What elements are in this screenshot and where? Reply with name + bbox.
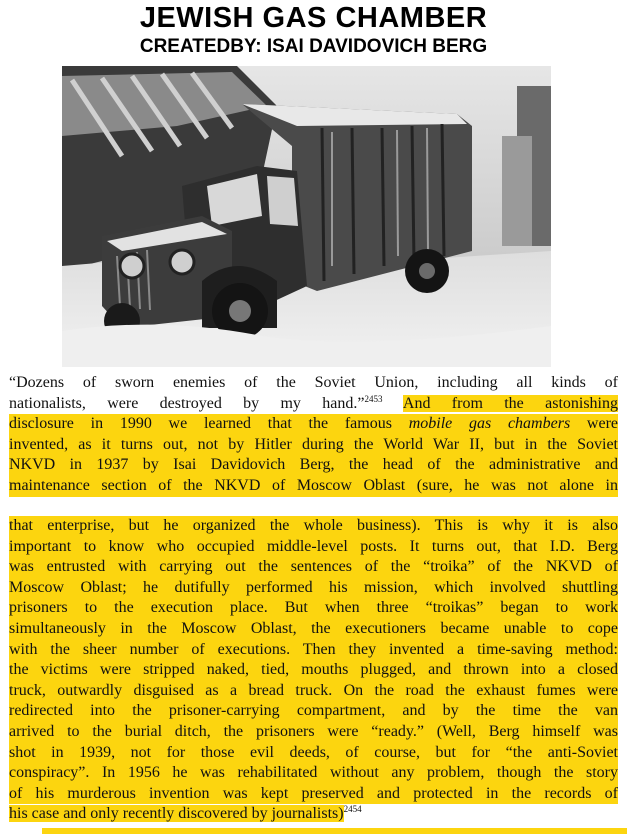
page-subtitle: CREATEDBY: ISAI DAVIDOVICH BERG (139, 36, 488, 57)
highlighted-line: Moscow Oblast; he dutifully performed his mission, which involved shuttling (9, 578, 618, 599)
paragraph-2 (9, 516, 618, 825)
highlighted-line: NKVD in 1937 by Isai Davidovich Berg, the head of the administrative and (9, 455, 618, 476)
highlighted-line: important to know who occupied middle-level posts. It turns out, that I.D. Berg (9, 537, 618, 558)
highlighted-line: invented, as it turns out, not by Hitler during the World War II, but in the Soviet (9, 435, 618, 456)
footnote-marker: 2454 (343, 804, 362, 815)
highlighted-line: of his murderous invention was kept preserved and protected in the records of (9, 784, 618, 805)
highlighted-line: that enterprise, but he organized the whole business). This is why it is also (9, 516, 618, 537)
text-line: nationalists, were destroyed by my hand.”$^{2453}$ And from the astonishing (9, 393, 618, 412)
highlighted-line: his case and only recently discovered by journalists)$^{2454}$ (9, 804, 362, 823)
highlighted-line: the victims were stripped naked, tied, mouths plugged, and thrown into a closed (9, 660, 618, 681)
footnote-marker: 2453 (364, 393, 383, 404)
paragraph-1 (9, 373, 618, 497)
highlighted-line: arrived to the burial ditch, the prisoners were “ready.” (Well, Berg himself was (9, 722, 618, 743)
highlighted-line: maintenance section of the NKVD of Moscow Oblast (sure, he was not alone in (9, 476, 618, 497)
highlighted-line: disclosure in 1990 we learned that the famous mobile gas chambers were (9, 414, 618, 435)
highlighted-line: with the sheer number of executions. Then they invented a time-saving method: (9, 640, 618, 661)
highlighted-line: conspiracy”. In 1956 he was rehabilitated without any problem, though the story (9, 763, 618, 784)
highlighted-line: prisoners to the execution place. But when three “troikas” began to work (9, 598, 618, 619)
highlighted-line: was entrusted with carrying out the sentences of the “troika” of the NKVD of (9, 557, 618, 578)
highlighted-line: shot in 1939, not for those evil deeds, of course, but for “the anti-Soviet (9, 743, 618, 764)
page-title: JEWISH GAS CHAMBER (139, 2, 488, 34)
highlighted-line: simultaneously in the Moscow Oblast, the executioners became unable to cope (9, 619, 618, 640)
highlighted-line: redirected into the prisoner-carrying compartment, and by the time the van (9, 701, 618, 722)
highlighted-text: And from the astonishing (402, 394, 618, 412)
gas-van-truck-photo (62, 66, 551, 367)
highlight-strip (42, 828, 627, 834)
text-line: “Dozens of sworn enemies of the Soviet Union, including all kinds of (9, 374, 618, 391)
highlighted-line: truck, outwardly disguised as a bread truck. On the road the exhaust fumes were (9, 681, 618, 702)
